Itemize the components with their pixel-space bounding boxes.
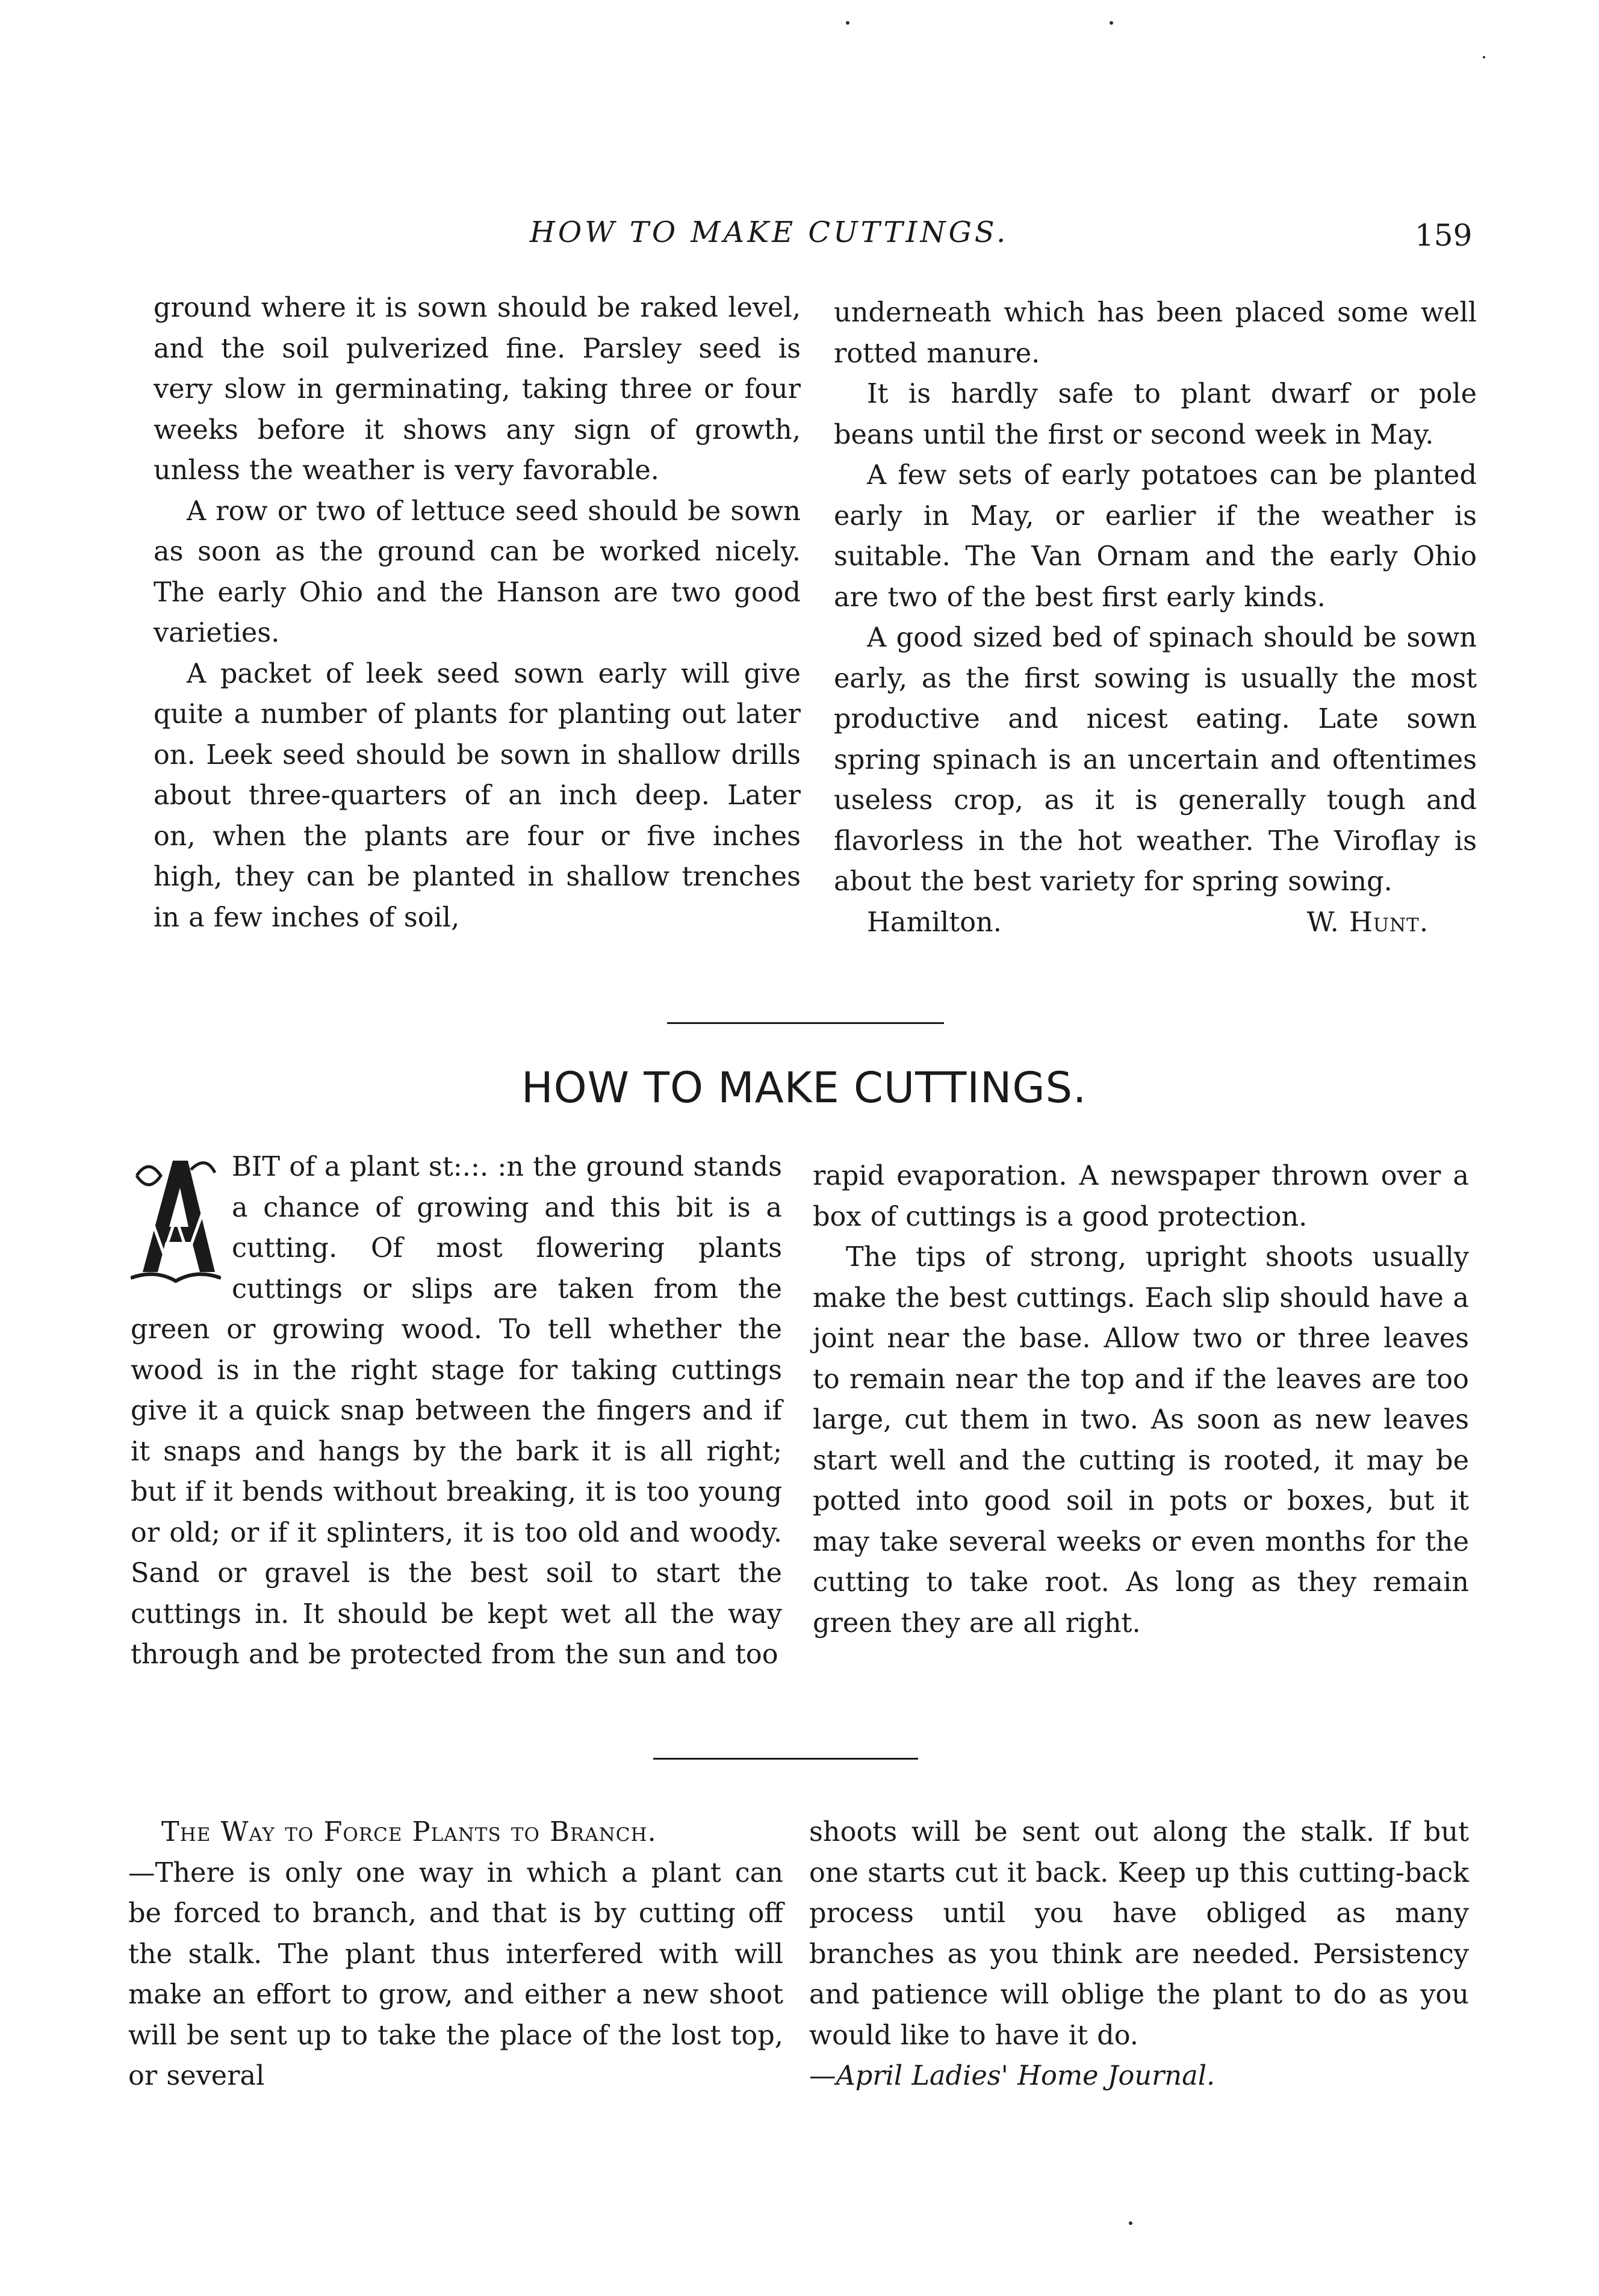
branch-article-right-column	[809, 1812, 1469, 2097]
print-speck	[1483, 56, 1485, 58]
print-speck	[1110, 21, 1113, 25]
paragraph	[128, 1812, 783, 2097]
signature-line	[834, 902, 1477, 943]
print-speck	[1129, 2221, 1132, 2225]
paragraph-text: —There is only one way in which a plant can be forced to branch, and that is by cutting off the stalk. The plant thus interfered with will make an effort to grow, and either a new shoot will be sent up to take the place of the lost top, or several	[128, 1857, 783, 2091]
paragraph: A row or two of lettuce seed should be sown as soon as the ground can be worked nicely. The early Ohio and the Hanson are two good varieties.	[154, 495, 801, 648]
section-divider	[653, 1758, 918, 1760]
article-title: HOW TO MAKE CUTTINGS.	[521, 1063, 1087, 1112]
running-title: HOW TO MAKE CUTTINGS.	[530, 216, 1009, 249]
print-speck	[846, 21, 849, 25]
dropcap-ornament-icon	[131, 1152, 221, 1285]
paragraph: A good sized bed of spinach should be sown early, as the first sowing is usually the most productive and nicest eating. Late sown spring spinach is an uncertain and oftentimes useless crop, as it is generally tough and flavorless in the hot weather. The Viroflay is about the best variety for spring sowing.	[834, 622, 1477, 897]
paragraph: rapid evaporation. A newspaper thrown over a box of cuttings is a good protection.	[813, 1160, 1469, 1232]
paragraph: underneath which has been placed some well rotted manure.	[834, 297, 1477, 369]
signature-place: Hamilton.	[867, 906, 1002, 938]
cuttings-article-left-column	[131, 1147, 782, 1675]
article-heading: The Way to Force Plants to Branch.	[161, 1816, 657, 1848]
section-divider	[667, 1022, 944, 1024]
paragraph: shoots will be sent out along the stalk. If but one starts cut it back. Keep up this cutting-back process until you have obliged as many branches as you think are needed. Persistency and patience will oblige the plant to do as you would like to have it do.	[809, 1816, 1469, 2051]
paragraph: BIT of a plant st:.:. :n the ground stands a chance of growing and this bit is a cutting. Of most flowering plants cuttings or slips are taken from the green or growing wood. To tell whether the wood is in the right stage for taking cuttings give it a quick snap between the fingers and if it snaps and hangs by the bark it is all right; but if it bends without breaking, it is too young or old; or if it splinters, it is too old and woody. Sand or gravel is the best soil to start the cuttings in. It should be kept wet all the way through and be protected from the sun and too	[131, 1151, 782, 1670]
paragraph: The tips of strong, upright shoots usually make the best cuttings. Each slip should have a joint near the base. Allow two or three leaves to remain near the top and if the leaves are too large, cut them in two. As soon as new leaves start well and the cutting is rooted, it may be potted into good soil in pots or boxes, but it may take several weeks or even months for the cutting to take root. As long as they remain green they are all right.	[813, 1241, 1469, 1639]
paragraph: It is hardly safe to plant dwarf or pole beans until the first or second week in May.	[834, 378, 1477, 450]
signature-author: W. Hunt.	[1306, 906, 1429, 938]
paragraph: A packet of leek seed sown early will give quite a number of plants for planting out later on. Leek seed should be sown in shallow drills about three-quarters of an inch deep. Later on, when the plants are four or five inches high, they can be planted in shallow trenches in a few inches of soil,	[154, 657, 801, 933]
paragraph: ground where it is sown should be raked level, and the soil pulverized fine. Parsley seed is very slow in germinating, taking three or four weeks before it shows any sign of growth, unless the weather is very favorable.	[154, 292, 801, 486]
branch-article-left-column	[128, 1812, 783, 2097]
top-article-left-column	[154, 288, 801, 938]
ornamental-dropcap	[131, 1152, 221, 1285]
cuttings-article-right-column	[813, 1156, 1469, 1643]
page-number: 159	[1415, 218, 1473, 253]
source-credit: —April Ladies' Home Journal.	[809, 2060, 1216, 2091]
paragraph: A few sets of early potatoes can be planted early in May, or earlier if the weather is suitable. The Van Ornam and the early Ohio are two of the best first early kinds.	[834, 459, 1477, 613]
top-article-right-column	[834, 293, 1477, 943]
